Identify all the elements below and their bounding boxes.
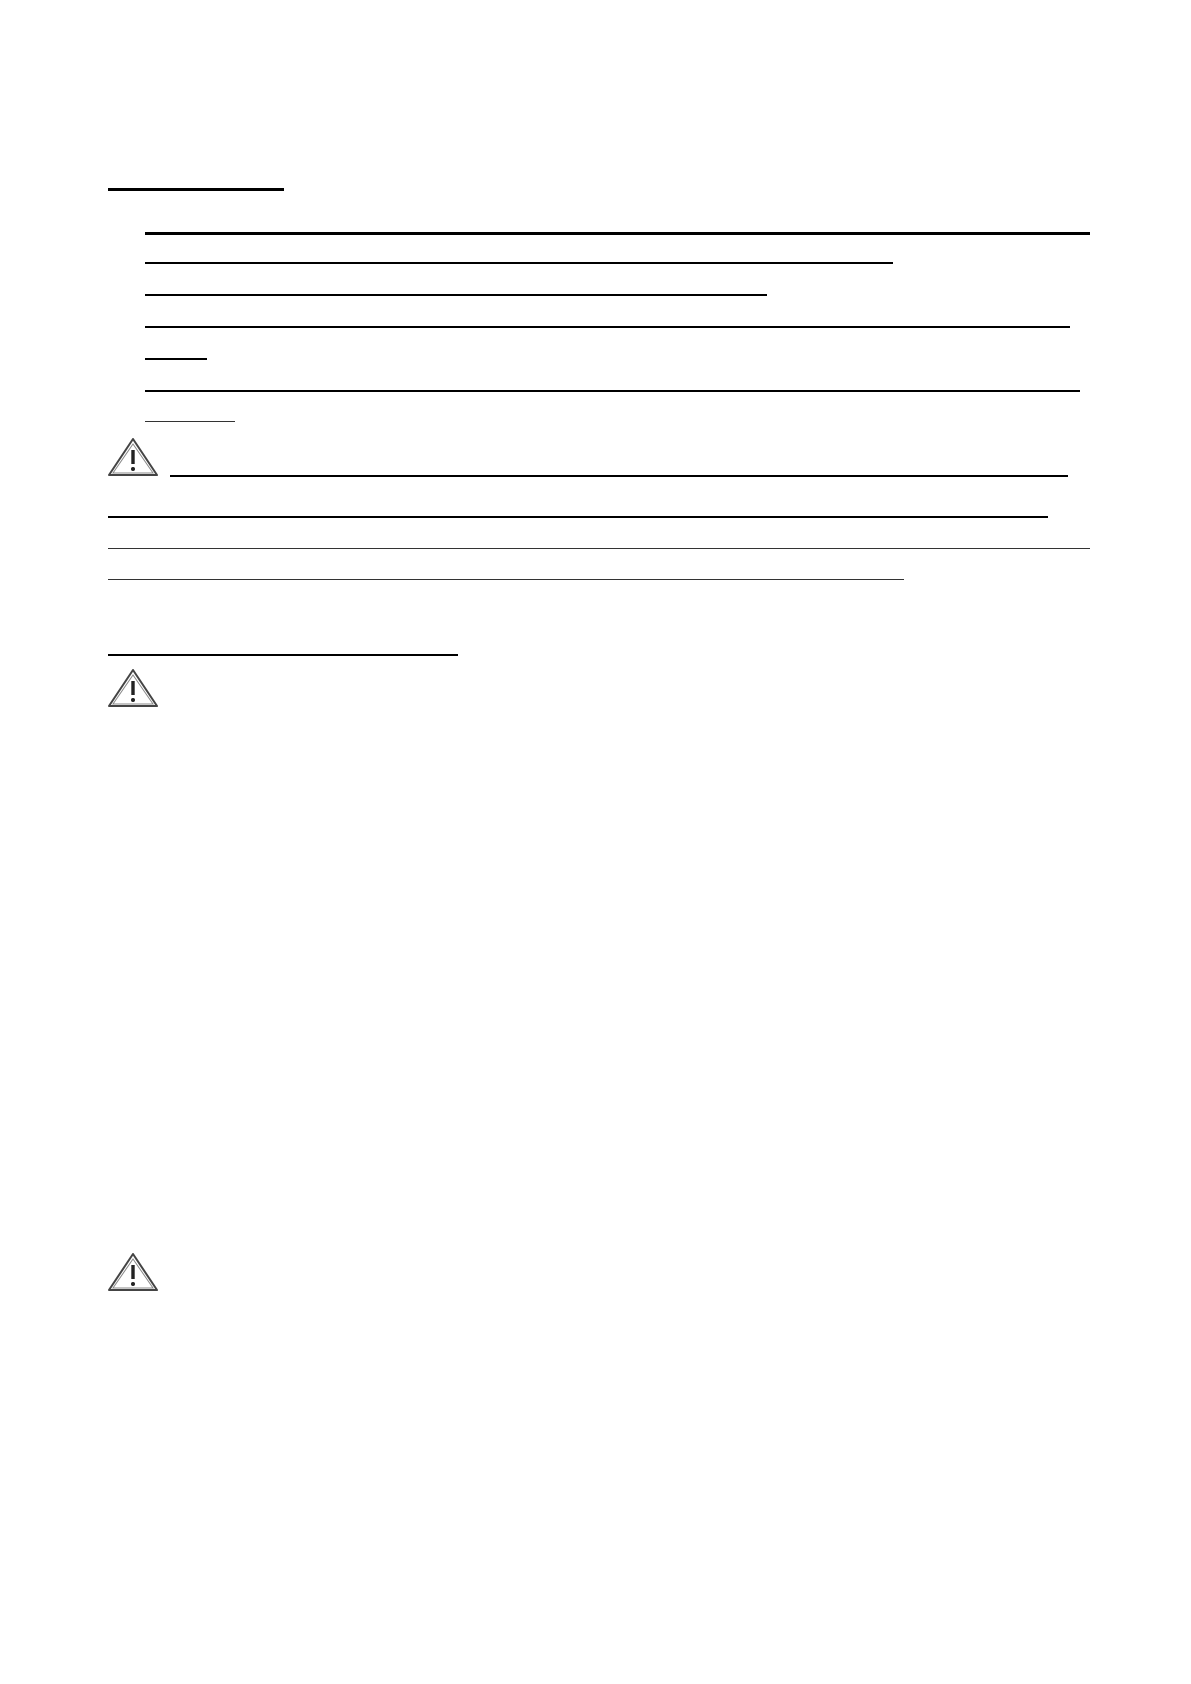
list-item-2-line-1 bbox=[145, 294, 767, 296]
section-heading-redacted bbox=[108, 188, 284, 191]
warning-1-line-1 bbox=[170, 475, 1068, 477]
list-item-1-line-1 bbox=[145, 232, 1090, 235]
list-item-3-line-2 bbox=[145, 358, 207, 360]
list-item-4-line-2 bbox=[145, 421, 235, 422]
warning-1-line-4 bbox=[108, 579, 904, 580]
warning-triangle-icon bbox=[107, 437, 159, 477]
list-item-3-line-1 bbox=[145, 326, 1070, 328]
list-item-4-line-1 bbox=[145, 390, 1080, 392]
warning-triangle-icon bbox=[107, 668, 159, 708]
warning-1-line-2 bbox=[108, 516, 1048, 518]
list-item-1-line-2 bbox=[145, 262, 893, 264]
warning-1-line-3 bbox=[108, 548, 1090, 549]
warning-triangle-icon bbox=[107, 1252, 159, 1292]
section-2-heading-redacted bbox=[108, 654, 458, 656]
